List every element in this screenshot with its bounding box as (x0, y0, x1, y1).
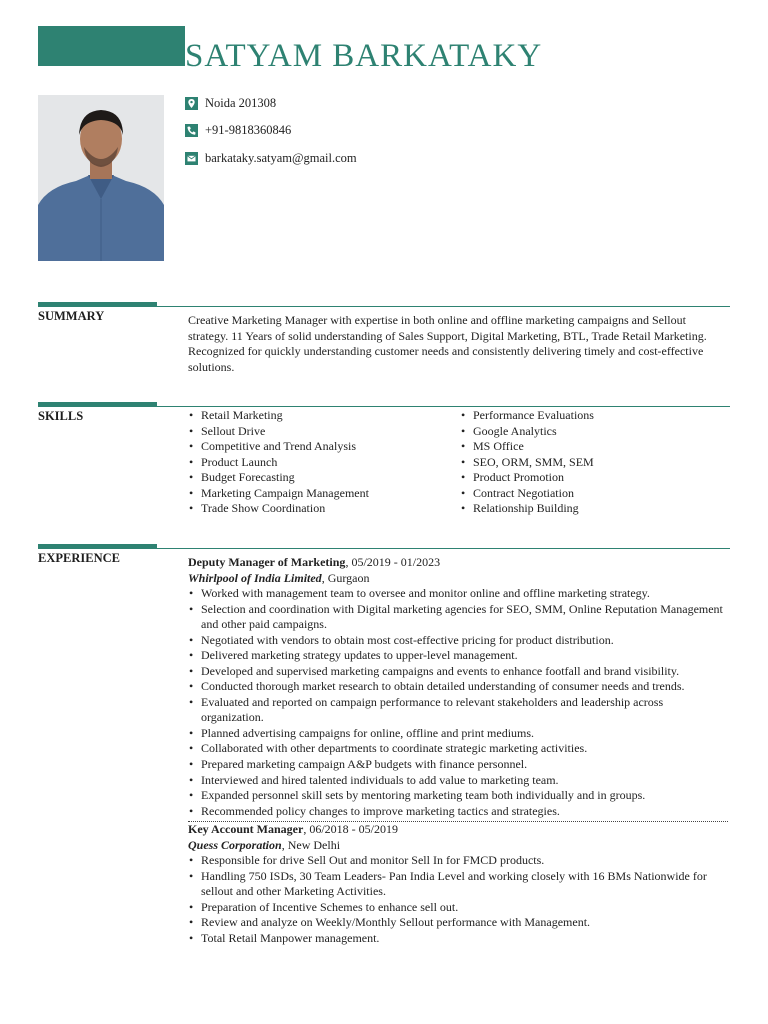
job-responsibilities (188, 586, 728, 819)
contact-email (185, 149, 357, 167)
profile-photo (38, 95, 164, 261)
skills-heading: SKILLS (38, 409, 84, 423)
responsibility-item: • Delivered marketing strategy updates to upper-level management. (188, 648, 728, 664)
skills-tab (38, 402, 157, 406)
skill-item: • Competitive and Trend Analysis (188, 439, 458, 455)
responsibility-item: • Negotiated with vendors to obtain most cost-effective pricing for product distribution. (188, 633, 728, 649)
responsibility-item: • Conducted thorough market research to obtain detailed understanding of consumer needs and trends. (188, 679, 728, 695)
responsibility-item: • Collaborated with other departments to coordinate strategic marketing activities. (188, 741, 728, 757)
job-title: Key Account Manager (188, 822, 304, 837)
experience-rule (38, 548, 730, 549)
job-title: Deputy Manager of Marketing (188, 555, 346, 569)
summary-text: Creative Marketing Manager with expertise in both online and offline marketing campaigns and Sellout strategy. 11 Years of solid understanding of Sales Support, Digital Marketing, BTL, Trade Retail Marketing. Recognized for quickly understanding customer needs and consistently delivering timely and cost-effective solutions. (188, 313, 707, 374)
responsibility-item: • Recommended policy changes to improve marketing tactics and strategies. (188, 804, 728, 820)
summary-heading: SUMMARY (38, 309, 105, 323)
responsibility-item: • Selection and coordination with Digital marketing agencies for SEO, SMM, Online Reputation Management and other paid campaigns. (188, 602, 728, 633)
contact-location (185, 94, 357, 112)
location-pin-icon (185, 97, 198, 110)
experience-heading: EXPERIENCE (38, 551, 120, 565)
skill-item: • Relationship Building (460, 501, 728, 517)
skill-item: • Product Promotion (460, 470, 728, 486)
skill-item: • SEO, ORM, SMM, SEM (460, 455, 728, 471)
email-text[interactable]: barkataky.satyam@gmail.com (205, 150, 357, 165)
candidate-name: SATYAM BARKATAKY (185, 38, 543, 74)
job-company-line (188, 571, 728, 587)
responsibility-item: • Worked with management team to oversee and monitor online and offline marketing strategy. (188, 586, 728, 602)
header-accent-bar (38, 26, 185, 66)
job-responsibilities (188, 853, 728, 946)
skills-rule (38, 406, 730, 407)
responsibility-item: • Total Retail Manpower management. (188, 931, 728, 947)
summary-tab (38, 302, 157, 306)
skill-item: • Google Analytics (460, 424, 728, 440)
responsibility-item: • Preparation of Incentive Schemes to enhance sell out. (188, 900, 728, 916)
job-company-line (188, 838, 728, 854)
responsibility-item: • Interviewed and hired talented individuals to add value to marketing team. (188, 773, 728, 789)
responsibility-item: • Developed and supervised marketing campaigns and events to enhance footfall and brand visibility. (188, 664, 728, 680)
skill-item: • Product Launch (188, 455, 458, 471)
responsibility-item: • Handling 750 ISDs, 30 Team Leaders- Pan India Level and working closely with 16 BMs Nationwide for sellout and other Marketing Activities. (188, 869, 728, 900)
contact-phone (185, 122, 357, 140)
responsibility-item: • Expanded personnel skill sets by mentoring marketing team both individually and in groups. (188, 788, 728, 804)
location-text: Noida 201308 (205, 95, 277, 110)
skills-list-left (188, 408, 458, 517)
responsibility-item: • Responsible for drive Sell Out and monitor Sell In for FMCD products. (188, 853, 728, 869)
skills-list-right (460, 408, 728, 517)
company-location: , Gurgaon (321, 570, 370, 585)
job-title-line (188, 822, 728, 838)
skill-item: • Sellout Drive (188, 424, 458, 440)
skill-item: • Performance Evaluations (460, 408, 728, 424)
phone-icon (185, 124, 198, 137)
skill-item: • Trade Show Coordination (188, 501, 458, 517)
experience-tab (38, 544, 157, 548)
responsibility-item: • Review and analyze on Weekly/Monthly Sellout performance with Management. (188, 915, 728, 931)
job-entry-whirlpool (188, 555, 728, 946)
company-name: Whirlpool of India Limited (188, 570, 322, 585)
responsibility-item: • Prepared marketing campaign A&P budgets with finance personnel. (188, 757, 728, 773)
skill-item: • Budget Forecasting (188, 470, 458, 486)
job-title-line (188, 555, 728, 571)
company-name: Quess Corporation (188, 837, 282, 852)
company-location: , New Delhi (281, 837, 341, 852)
skill-item: • Contract Negotiation (460, 486, 728, 502)
skill-item: • Retail Marketing (188, 408, 458, 424)
email-icon (185, 152, 198, 165)
phone-text[interactable]: +91-9818360846 (205, 123, 292, 137)
responsibility-item: • Planned advertising campaigns for online, offline and print mediums. (188, 726, 728, 742)
summary-rule (38, 306, 730, 307)
contact-block (185, 94, 357, 177)
skill-item: • Marketing Campaign Management (188, 486, 458, 502)
skill-item: • MS Office (460, 439, 728, 455)
job-dates: , 06/2018 - 05/2019 (303, 822, 398, 837)
job-dates: , 05/2019 - 01/2023 (345, 555, 441, 569)
responsibility-item: • Evaluated and reported on campaign performance to relevant stakeholders and leadership across organization. (188, 695, 728, 726)
